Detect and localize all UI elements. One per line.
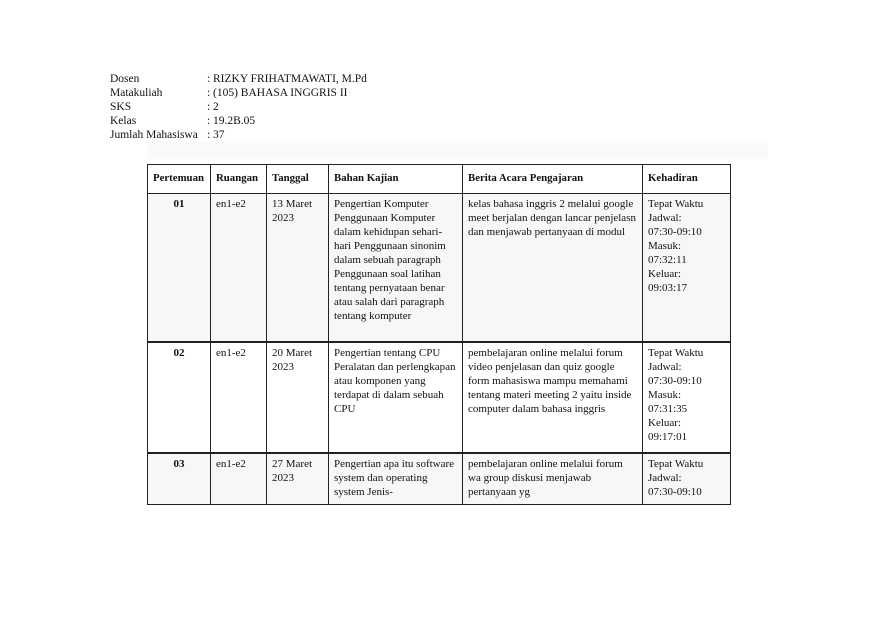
jumlah-value: 37 (213, 129, 225, 141)
kelas-label: Kelas (110, 115, 137, 127)
info-row-jumlah (110, 128, 367, 142)
room-cell: en1-e2 (211, 194, 267, 342)
table-row (148, 453, 731, 505)
report-cell: kelas bahasa inggris 2 melalui google meet berjalan dengan lancar penjelasn dan menjawab pertanyaan di modul (463, 194, 643, 342)
check-out-label: Keluar: (648, 268, 681, 280)
table-row (148, 194, 731, 342)
info-row-dosen (110, 72, 367, 86)
topic-cell: Pengertian tentang CPU Peralatan dan perlengkapan atau komponen yang terdapat di dalam sebuah CPU (329, 342, 463, 453)
header-berita-acara: Berita Acara Pengajaran (463, 165, 643, 194)
attendance-cell (643, 453, 731, 505)
topic-cell: Pengertian Komputer Penggunaan Komputer dalam kehidupan sehari-hari Penggunaan sinonim dalam sebuah paragraph Penggunaan soal latihan tentang pernyataan benar atau salah dari paragraph tentang komputer (329, 194, 463, 342)
jumlah-label: Jumlah Mahasiswa (110, 129, 198, 141)
sks-value: 2 (213, 101, 219, 113)
report-cell: pembelajaran online melalui forum wa group diskusi menjawab pertanyaan yg (463, 453, 643, 505)
attendance-cell (643, 194, 731, 342)
report-cell: pembelajaran online melalui forum video penjelasan dan quiz google form mahasiswa mampu memahami tentang materi meeting 2 yaitu inside computer dalam bahasa inggris (463, 342, 643, 453)
course-info (110, 72, 367, 142)
meeting-number: 02 (148, 342, 211, 453)
header-ruangan: Ruangan (211, 165, 267, 194)
separator: : (207, 129, 211, 141)
header-tanggal: Tanggal (267, 165, 329, 194)
schedule-time: 07:30-09:10 (648, 226, 702, 238)
table-header-row (148, 165, 731, 194)
attendance-status: Tepat Waktu (648, 457, 704, 470)
header-bahan-kajian: Bahan Kajian (329, 165, 463, 194)
separator: : (207, 87, 211, 99)
attendance-status: Tepat Waktu (648, 346, 704, 359)
matakuliah-value: (105) BAHASA INGGRIS II (213, 87, 348, 99)
table-row (148, 342, 731, 453)
topic-cell: Pengertian apa itu software system dan operating system Jenis- (329, 453, 463, 505)
attendance-status: Tepat Waktu (648, 198, 704, 210)
schedule-label: Jadwal: (648, 212, 682, 224)
header-kehadiran: Kehadiran (643, 165, 731, 194)
schedule-time: 07:30-09:10 (648, 374, 702, 387)
date-cell: 20 Maret 2023 (267, 342, 329, 453)
check-out-time: 09:03:17 (648, 282, 688, 294)
separator: : (207, 115, 211, 127)
schedule-time: 07:30-09:10 (648, 485, 702, 498)
info-row-matakuliah (110, 86, 367, 100)
date-cell: 27 Maret 2023 (267, 453, 329, 505)
separator: : (207, 73, 211, 85)
attendance-cell (643, 342, 731, 453)
header-pertemuan: Pertemuan (148, 165, 211, 194)
info-row-sks (110, 100, 367, 114)
check-out-time: 09:17:01 (648, 430, 688, 443)
meeting-number: 01 (148, 194, 211, 342)
room-cell: en1-e2 (211, 453, 267, 505)
meeting-number: 03 (148, 453, 211, 505)
room-cell: en1-e2 (211, 342, 267, 453)
header-band (148, 141, 768, 159)
teaching-report-table (147, 164, 731, 505)
separator: : (207, 101, 211, 113)
check-out-label: Keluar: (648, 416, 681, 429)
dosen-label: Dosen (110, 73, 140, 85)
check-in-time: 07:31:35 (648, 402, 688, 415)
sks-label: SKS (110, 101, 132, 113)
schedule-label: Jadwal: (648, 471, 682, 484)
info-row-kelas (110, 114, 367, 128)
schedule-label: Jadwal: (648, 360, 682, 373)
check-in-time: 07:32:11 (648, 254, 687, 266)
check-in-label: Masuk: (648, 240, 681, 252)
kelas-value: 19.2B.05 (213, 115, 256, 127)
date-cell: 13 Maret 2023 (267, 194, 329, 342)
dosen-value: RIZKY FRIHATMAWATI, M.Pd (213, 73, 367, 85)
check-in-label: Masuk: (648, 388, 681, 401)
matakuliah-label: Matakuliah (110, 87, 163, 99)
